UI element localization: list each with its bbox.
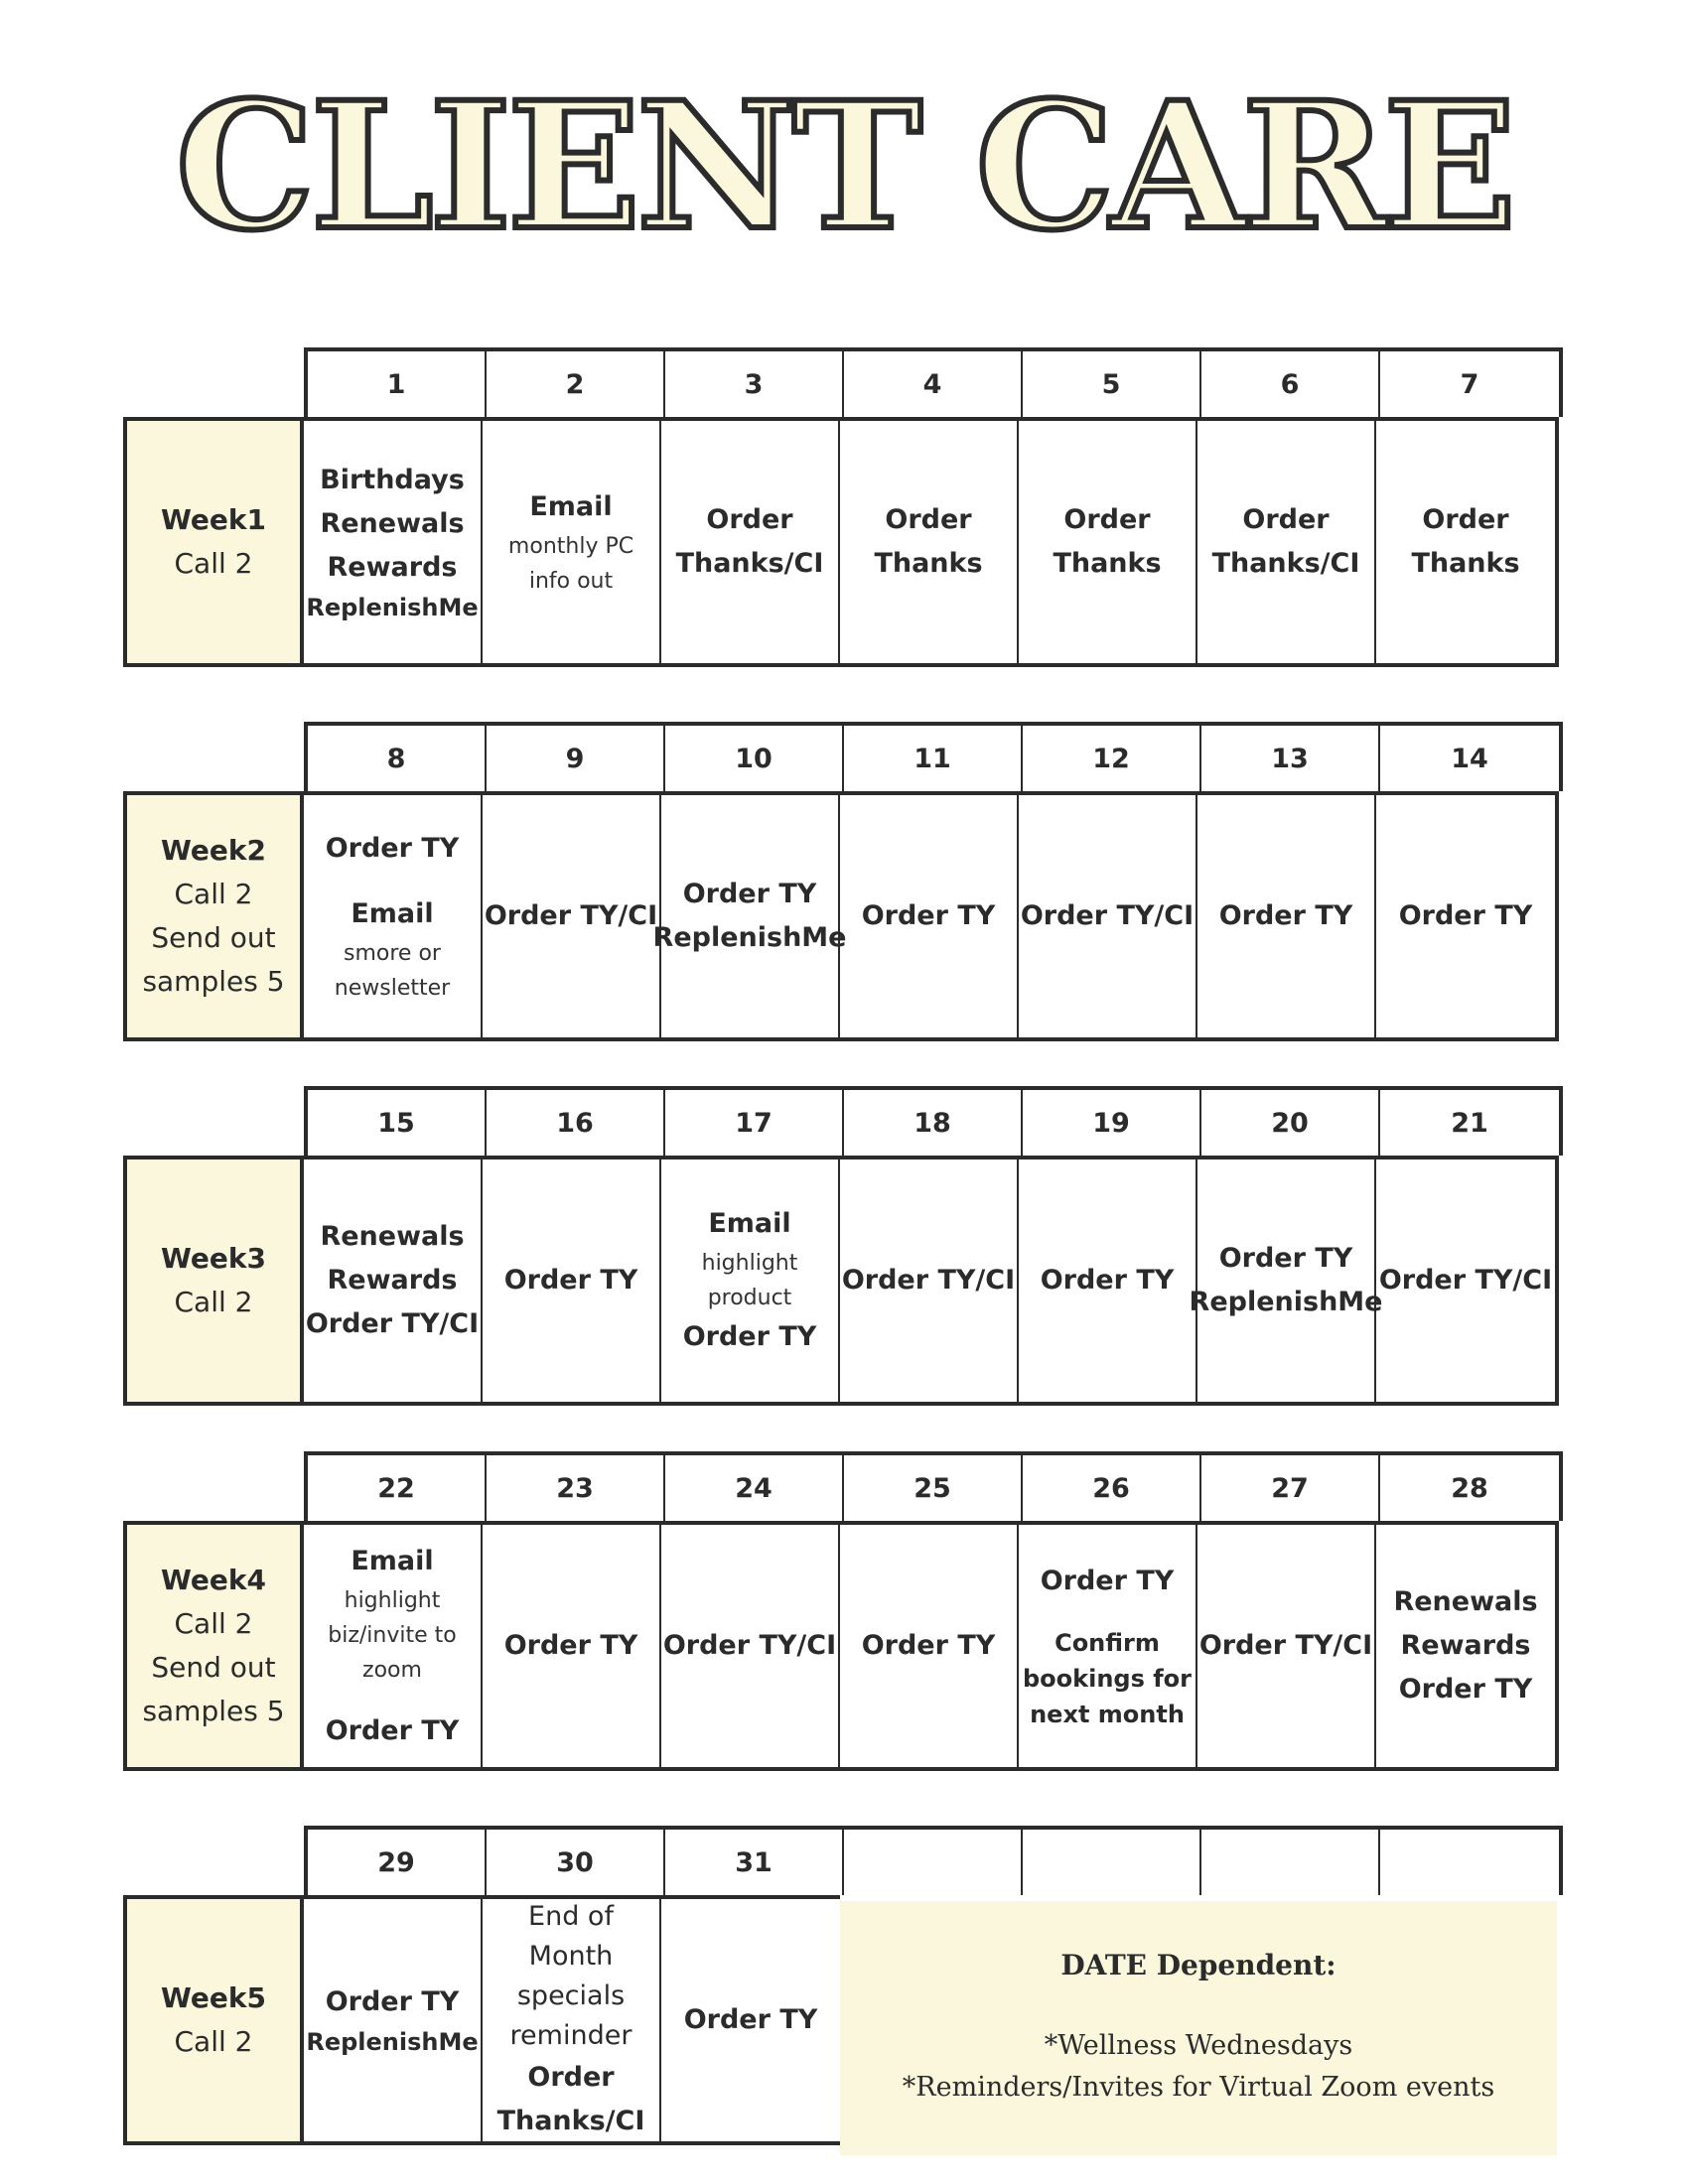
day-number-row: [304, 1086, 1563, 1156]
day-task: zoom: [362, 1657, 422, 1683]
day-task: Order TY: [1218, 1243, 1353, 1274]
day-task: Order: [885, 504, 972, 535]
date-dependent-box: [840, 1901, 1557, 2155]
day-task: ReplenishMe: [1189, 1287, 1383, 1317]
day-number: 27: [1201, 1455, 1380, 1521]
day-number: [844, 1830, 1023, 1895]
day-task: Order TY: [325, 1714, 460, 1746]
week-label: Week2: [161, 834, 266, 867]
day-number-row: [304, 722, 1563, 791]
day-task: smore or: [344, 941, 441, 966]
day-number: 9: [487, 726, 665, 791]
day-cell: [661, 1899, 840, 2141]
day-cell: [304, 1160, 483, 1402]
week-note: samples 5: [142, 1695, 285, 1727]
week-label-cell: [127, 421, 304, 663]
day-task: End of Month: [528, 1901, 614, 1972]
day-task: Email: [708, 1208, 791, 1239]
day-number: 11: [844, 726, 1023, 791]
day-cell: [1019, 1160, 1197, 1402]
day-task: Email: [351, 1545, 434, 1576]
day-task: ReplenishMe: [306, 594, 479, 621]
day-number: 25: [844, 1455, 1023, 1521]
day-number: [1380, 1830, 1559, 1895]
day-cell: [1376, 1525, 1555, 1767]
week-note: Send out: [151, 1651, 276, 1684]
day-number: 21: [1451, 1107, 1488, 1139]
day-task: Order: [1063, 504, 1151, 535]
day-task: next month: [1030, 1701, 1185, 1728]
day-number: 7: [1460, 368, 1479, 400]
date-dependent-heading: DATE Dependent:: [1060, 1948, 1336, 1981]
day-cell: [652, 795, 847, 1037]
week-row: [123, 1156, 1559, 1406]
day-task: highlight: [701, 1251, 798, 1276]
page-title: CLIENT CARE: [175, 64, 1513, 269]
day-task: Order TY/CI: [305, 1308, 480, 1339]
day-number: 10: [665, 726, 844, 791]
day-task: Order TY/CI: [1378, 1265, 1553, 1296]
day-task: Order TY/CI: [1198, 1630, 1373, 1661]
day-task: bookings for: [1022, 1665, 1192, 1693]
week-label-cell: [127, 1525, 304, 1767]
day-cell: [483, 795, 661, 1037]
day-cell: [483, 421, 661, 663]
week-label: Week4: [161, 1564, 266, 1596]
week-row: [123, 1521, 1559, 1771]
day-cell: [1189, 1160, 1383, 1402]
day-task: Order TY: [503, 1630, 638, 1661]
day-number-row: [304, 1451, 1563, 1521]
day-task: Thanks/CI: [496, 2106, 645, 2136]
day-task: Order TY: [683, 2004, 818, 2035]
date-dependent-item: *Reminders/Invites for Virtual Zoom events: [902, 2071, 1495, 2103]
week-note: Call 2: [174, 1607, 253, 1640]
day-number: 1: [308, 351, 487, 417]
day-number: 6: [1201, 351, 1380, 417]
week-note: Call 2: [174, 1286, 253, 1318]
day-cell: [483, 1525, 661, 1767]
day-number: 20: [1201, 1090, 1380, 1156]
day-number: [1023, 1830, 1201, 1895]
day-task: Order: [706, 504, 793, 535]
day-task: Rewards: [327, 552, 458, 583]
day-task: Thanks/CI: [1211, 548, 1360, 579]
day-number: 5: [1023, 351, 1201, 417]
day-cell: [1019, 795, 1197, 1037]
day-number: 29: [308, 1830, 487, 1895]
day-number-row: [304, 1826, 1563, 1895]
day-task: Order TY: [1040, 1265, 1175, 1296]
day-task: Thanks: [1411, 548, 1520, 579]
week-label-cell: [127, 1899, 304, 2141]
day-task: Thanks: [874, 548, 983, 579]
day-task: Rewards: [327, 1265, 458, 1296]
day-number: [1201, 1830, 1380, 1895]
day-cell: [1197, 795, 1376, 1037]
day-task: Order TY/CI: [841, 1265, 1016, 1296]
day-cell: [1019, 1525, 1197, 1767]
day-task: Order TY: [325, 833, 460, 864]
day-cell: [840, 1525, 1019, 1767]
day-cell: [483, 1899, 661, 2141]
day-task: ReplenishMe: [652, 922, 847, 953]
day-task: reminder: [509, 2020, 633, 2051]
day-task: Order TY: [1398, 1674, 1533, 1705]
day-cell: [840, 1160, 1019, 1402]
week-label: Week1: [161, 503, 266, 536]
day-task: Thanks: [1053, 548, 1162, 579]
day-task: newsletter: [334, 976, 451, 1001]
week-row: [123, 417, 1559, 667]
week-note: Call 2: [174, 2025, 253, 2058]
day-cell: [304, 421, 483, 663]
week-row: [123, 791, 1559, 1041]
day-task: highlight: [344, 1587, 441, 1613]
day-number: 23: [487, 1455, 665, 1521]
day-number: 8: [308, 726, 487, 791]
week-label: Week3: [161, 1242, 266, 1275]
day-cell: [1197, 1525, 1376, 1767]
day-task: Order TY: [325, 1986, 460, 2017]
week-label: Week5: [161, 1981, 266, 2014]
day-number: 16: [487, 1090, 665, 1156]
day-cell: [840, 795, 1019, 1037]
day-task: Email: [529, 491, 613, 522]
day-task: Order: [1422, 504, 1509, 535]
day-task: Rewards: [1400, 1630, 1531, 1661]
day-number: 12: [1023, 726, 1201, 791]
day-number: 14: [1451, 743, 1488, 774]
day-task: Thanks/CI: [675, 548, 824, 579]
day-task: Order TY: [503, 1265, 638, 1296]
day-number: 22: [308, 1455, 487, 1521]
day-number: 19: [1023, 1090, 1201, 1156]
day-number: 28: [1451, 1472, 1488, 1504]
day-task: info out: [528, 569, 614, 594]
day-task: Email: [351, 898, 434, 929]
day-task: Order TY: [861, 900, 996, 931]
day-cell: [304, 1899, 483, 2141]
week-label-cell: [127, 1160, 304, 1402]
day-cell: [1376, 1160, 1555, 1402]
day-number: 24: [665, 1455, 844, 1521]
day-task: Order TY/CI: [1020, 900, 1195, 931]
day-task: product: [707, 1286, 792, 1310]
day-task: Renewals: [320, 508, 465, 539]
day-task: ReplenishMe: [306, 2028, 479, 2056]
day-number: 31: [665, 1830, 844, 1895]
day-cell: [1197, 421, 1376, 663]
day-task: Confirm: [1055, 1629, 1160, 1657]
week-note: Send out: [151, 921, 276, 954]
day-cell: [661, 421, 840, 663]
day-task: Order TY: [861, 1630, 996, 1661]
day-cell: [304, 795, 483, 1037]
day-task: Order: [527, 2062, 615, 2093]
day-number: 18: [844, 1090, 1023, 1156]
week-note: Call 2: [174, 547, 253, 580]
day-task: Order TY/CI: [484, 900, 658, 931]
date-dependent-item: *Wellness Wednesdays: [1044, 2029, 1353, 2061]
day-cell: [661, 1160, 840, 1402]
day-number-row: [304, 347, 1563, 417]
day-number: 2: [487, 351, 665, 417]
day-number: 17: [665, 1090, 844, 1156]
day-cell: [840, 421, 1019, 663]
day-task: monthly PC: [507, 534, 634, 559]
day-cell: [304, 1525, 483, 1767]
day-cell: [1376, 795, 1555, 1037]
day-task: Order TY/CI: [662, 1630, 837, 1661]
day-task: Order TY: [682, 879, 817, 909]
day-cell: [1019, 421, 1197, 663]
week-note: Call 2: [174, 878, 253, 910]
day-number: 3: [665, 351, 844, 417]
week-label-cell: [127, 795, 304, 1037]
day-task: Order TY: [682, 1321, 817, 1352]
day-number: 26: [1023, 1455, 1201, 1521]
week-row: [123, 1895, 840, 2145]
day-task: Order: [1242, 504, 1330, 535]
day-task: Birthdays: [320, 465, 465, 495]
day-task: Renewals: [1393, 1586, 1538, 1617]
day-task: Order TY: [1218, 900, 1353, 931]
day-task: specials: [516, 1980, 626, 2011]
day-cell: [483, 1160, 661, 1402]
day-number: 4: [844, 351, 1023, 417]
day-number: 13: [1201, 726, 1380, 791]
day-task: biz/invite to: [328, 1622, 457, 1648]
week-note: samples 5: [142, 965, 285, 998]
day-cell: [1376, 421, 1555, 663]
day-number: 30: [487, 1830, 665, 1895]
day-task: Order TY: [1040, 1566, 1175, 1596]
day-task: Renewals: [320, 1221, 465, 1252]
day-cell: [661, 1525, 840, 1767]
day-task: Order TY: [1398, 900, 1533, 931]
day-number: 15: [308, 1090, 487, 1156]
